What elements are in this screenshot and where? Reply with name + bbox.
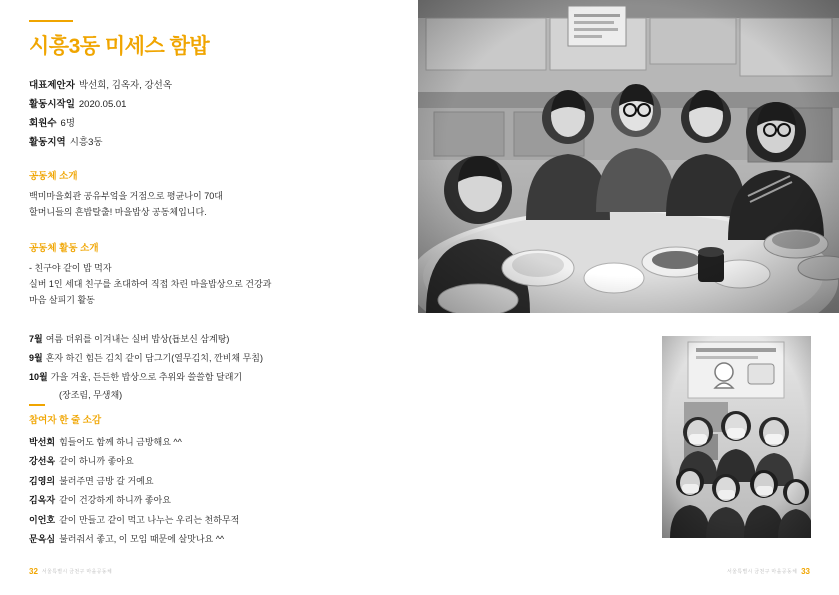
comment-row [29,530,399,550]
comments-rule-decoration [29,404,45,406]
month-row [29,349,399,368]
section-line: 마음 살피기 활동 [29,295,95,305]
comment-row [29,491,399,511]
meta-row [29,114,389,133]
comment-row [29,511,399,531]
footer-text-right: 서울특별시 금천구 마을공동체 [727,569,798,575]
comment-text: 불러줘서 좋고, 이 모임 때문에 살맛나요 ^^ [59,534,225,544]
meta-value: 2020.05.01 [78,99,127,110]
section-line: 실버 1인 세대 친구를 초대하여 직접 차린 마을밥상으로 건강과 [29,279,272,289]
month-text: 여름 더위를 이겨내는 실버 밥상(둅보신 삼계탕) [45,334,230,344]
community-meal-table-photo [418,0,839,313]
meta-value: 박선희, 김옥자, 강선옥 [78,80,173,91]
month-text: 혼자 하긴 힘든 김치 같이 담그기(열무김치, 깐비채 무침) [45,353,263,363]
comment-name: 박선희 [29,436,56,447]
section-title: 공동체 활동 소개 [29,243,99,254]
comment-name: 문옥심 [29,534,56,544]
month-label: 9월 [29,353,43,363]
community-meal-photo-graphic [418,0,839,313]
comment-name: 김옥자 [29,495,56,505]
section-line: - 친구야 같이 밥 먹자 [29,263,112,273]
title-rule-decoration [29,20,73,22]
section-community-activity [29,240,399,308]
monthly-activity-list [29,330,399,404]
month-text: 가을 겨울, 든든한 밥상으로 추위와 쓸쓸함 달래기 [50,372,243,382]
footer-left [29,567,112,576]
month-continuation: (장조림, 무생채) [59,390,123,400]
meta-value: 6명 [60,118,75,129]
footer-text-left: 서울특별시 금천구 마을공동체 [41,569,112,575]
page-number-left: 32 [29,567,38,576]
comment-name: 김영의 [29,475,56,486]
footer-right [727,567,810,576]
comment-text: 힘들어도 함께 하니 금방해요 ^^ [59,436,182,447]
meta-block [29,76,389,152]
meta-label: 대표제안자 [29,80,75,91]
month-row [29,368,399,387]
participant-comments-section [29,404,399,550]
comment-text: 같이 하니까 좋아요 [59,456,134,466]
meta-value: 시흥3동 [69,137,103,148]
comment-text: 같이 건강하게 하니까 좋아요 [59,495,171,505]
comment-text: 불러주면 금방 갈 거예요 [59,475,154,486]
meta-label: 활동시작일 [29,99,75,110]
section-body [29,188,399,220]
meta-label: 활동지역 [29,137,66,148]
page-number-right: 33 [801,567,810,576]
comments-title: 참여자 한 줄 소감 [29,414,102,426]
comment-name: 강선옥 [29,456,56,466]
comment-name: 이언호 [29,514,56,525]
month-label: 10월 [29,372,48,382]
meta-row [29,95,389,114]
section-community-intro [29,168,399,220]
month-label: 7월 [29,334,43,344]
section-line: 할머니들의 흔밥탈출! 마을밥상 공동체입니다. [29,207,207,217]
left-text-column [29,0,404,595]
section-title: 공동체 소개 [29,171,78,182]
comment-row [29,433,399,453]
meta-row [29,133,389,152]
section-body [29,260,399,308]
page-title: 시흥3동 미세스 함밥 [29,35,210,58]
month-row [29,330,399,349]
group-portrait-photo-graphic [662,336,811,538]
comment-row [29,472,399,492]
meta-row [29,76,389,95]
section-line: 백미마을회관 공유부엌을 거점으로 평균나이 70대 [29,191,223,201]
meta-label: 회원수 [29,118,57,129]
group-portrait-photo [662,336,811,538]
comment-text: 같이 만들고 같이 먹고 나누는 우리는 천하무적 [59,514,240,525]
comment-row [29,452,399,472]
